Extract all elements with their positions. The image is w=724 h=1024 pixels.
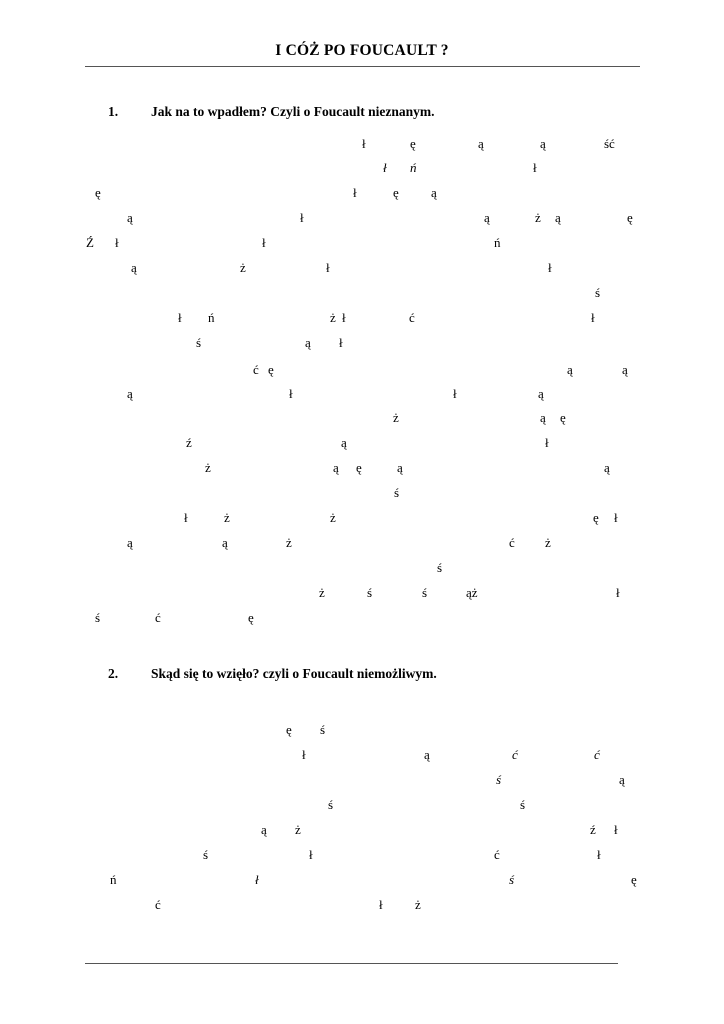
- glyph-char: ę: [631, 872, 637, 887]
- glyph-char: ń: [410, 160, 417, 175]
- glyph-char: ś: [320, 722, 326, 737]
- glyph-char: ż: [240, 260, 246, 275]
- glyph-char: ą: [131, 260, 137, 275]
- glyph-char: ś: [595, 285, 601, 300]
- glyph-char: ą: [431, 185, 437, 200]
- section-title: Skąd się to wzięło? czyli o Foucault niemożliwym.: [151, 666, 437, 681]
- glyph-char: ł: [342, 310, 346, 325]
- glyph-char: ł: [326, 260, 330, 275]
- glyph-char: ł: [289, 386, 293, 401]
- document-title: I CÓŻ PO FOUCAULT ?: [275, 42, 449, 59]
- glyph-char: ż: [295, 822, 301, 837]
- glyph-char: ę: [95, 185, 101, 200]
- glyph-char: ś: [196, 335, 202, 350]
- glyph-char: ł: [262, 235, 266, 250]
- glyph-char: ż: [415, 897, 421, 912]
- glyph-char: ą: [555, 210, 561, 225]
- glyph-char: ł: [302, 747, 306, 762]
- glyph-char: ś: [422, 585, 428, 600]
- glyph-char: ś: [509, 872, 515, 887]
- glyph-char: ż: [205, 460, 211, 475]
- glyph-char: ę: [356, 460, 362, 475]
- glyph-char: ł: [545, 435, 549, 450]
- glyph-char: ę: [393, 185, 399, 200]
- glyph-char: ą: [622, 362, 628, 377]
- glyph-char: ź: [590, 822, 596, 837]
- glyph-char: ł: [383, 160, 387, 175]
- glyph-char: ą: [127, 386, 133, 401]
- section-number: 1.: [108, 104, 119, 119]
- glyph-char: ł: [597, 847, 601, 862]
- glyph-char: ą: [397, 460, 403, 475]
- glyph-char: ś: [437, 560, 443, 575]
- glyph-char: ą: [604, 460, 610, 475]
- glyph-char: ż: [545, 535, 551, 550]
- glyph-char: Ź: [86, 235, 94, 250]
- title-divider: [85, 66, 640, 67]
- glyph-char: ć: [253, 362, 259, 377]
- glyph-char: ą: [341, 435, 347, 450]
- glyph-char: ż: [224, 510, 230, 525]
- glyph-char: ą: [478, 136, 484, 151]
- glyph-char: ę: [286, 722, 292, 737]
- glyph-char: ż: [319, 585, 325, 600]
- glyph-char: ż: [393, 410, 399, 425]
- glyph-char: ł: [591, 310, 595, 325]
- glyph-char: ł: [379, 897, 383, 912]
- glyph-char: ść: [604, 136, 615, 151]
- glyph-char: ą: [540, 410, 546, 425]
- glyph-char: ą: [538, 386, 544, 401]
- glyph-char: ś: [203, 847, 209, 862]
- glyph-char: ą: [567, 362, 573, 377]
- glyph-char: ą: [484, 210, 490, 225]
- glyph-char: ę: [627, 210, 633, 225]
- glyph-char: ą: [127, 210, 133, 225]
- glyph-char: ł: [300, 210, 304, 225]
- glyph-char: ą: [127, 535, 133, 550]
- glyph-char: ą: [261, 822, 267, 837]
- glyph-char: ą: [540, 136, 546, 151]
- glyph-char: ą: [222, 535, 228, 550]
- glyph-char: ń: [208, 310, 215, 325]
- glyph-char: ą: [305, 335, 311, 350]
- glyph-char: ąż: [466, 585, 478, 600]
- glyph-char: ł: [353, 185, 357, 200]
- glyph-char: ł: [184, 510, 188, 525]
- glyph-char: ł: [339, 335, 343, 350]
- glyph-char: ę: [560, 410, 566, 425]
- glyph-char: ą: [333, 460, 339, 475]
- glyph-char: ś: [496, 772, 502, 787]
- glyph-char: ć: [409, 310, 415, 325]
- glyph-char: ł: [616, 585, 620, 600]
- glyph-char: ż: [286, 535, 292, 550]
- glyph-char: ń: [110, 872, 117, 887]
- glyph-char: ż: [535, 210, 541, 225]
- glyph-char: ł: [548, 260, 552, 275]
- glyph-char: ś: [95, 610, 101, 625]
- glyph-char: ć: [155, 610, 161, 625]
- glyph-char: ś: [520, 797, 526, 812]
- glyph-char: ć: [509, 535, 515, 550]
- glyph-char: ż: [330, 510, 336, 525]
- glyph-char: ł: [453, 386, 457, 401]
- glyph-char: ł: [614, 510, 618, 525]
- glyph-char: ę: [248, 610, 254, 625]
- glyph-char: ą: [424, 747, 430, 762]
- glyph-char: ś: [367, 585, 373, 600]
- glyph-char: ć: [494, 847, 500, 862]
- glyph-char: ł: [309, 847, 313, 862]
- footer-divider: [85, 963, 618, 964]
- glyph-char: ł: [178, 310, 182, 325]
- glyph-char: ą: [619, 772, 625, 787]
- glyph-char: ź: [186, 435, 192, 450]
- section-number: 2.: [108, 666, 119, 681]
- glyph-char: ż: [330, 310, 336, 325]
- glyph-char: ł: [362, 136, 366, 151]
- glyph-char: ę: [268, 362, 274, 377]
- glyph-char: ć: [512, 747, 518, 762]
- glyph-char: ś: [328, 797, 334, 812]
- glyph-char: ł: [614, 822, 618, 837]
- glyph-char: ć: [594, 747, 600, 762]
- glyph-char: ń: [494, 235, 501, 250]
- glyph-char: ś: [394, 485, 400, 500]
- glyph-char: ł: [115, 235, 119, 250]
- glyph-char: ł: [533, 160, 537, 175]
- glyph-char: ę: [410, 136, 416, 151]
- glyph-char: ł: [255, 872, 259, 887]
- section-title: Jak na to wpadłem? Czyli o Foucault nieznanym.: [151, 104, 435, 119]
- glyph-char: ę: [593, 510, 599, 525]
- glyph-char: ć: [155, 897, 161, 912]
